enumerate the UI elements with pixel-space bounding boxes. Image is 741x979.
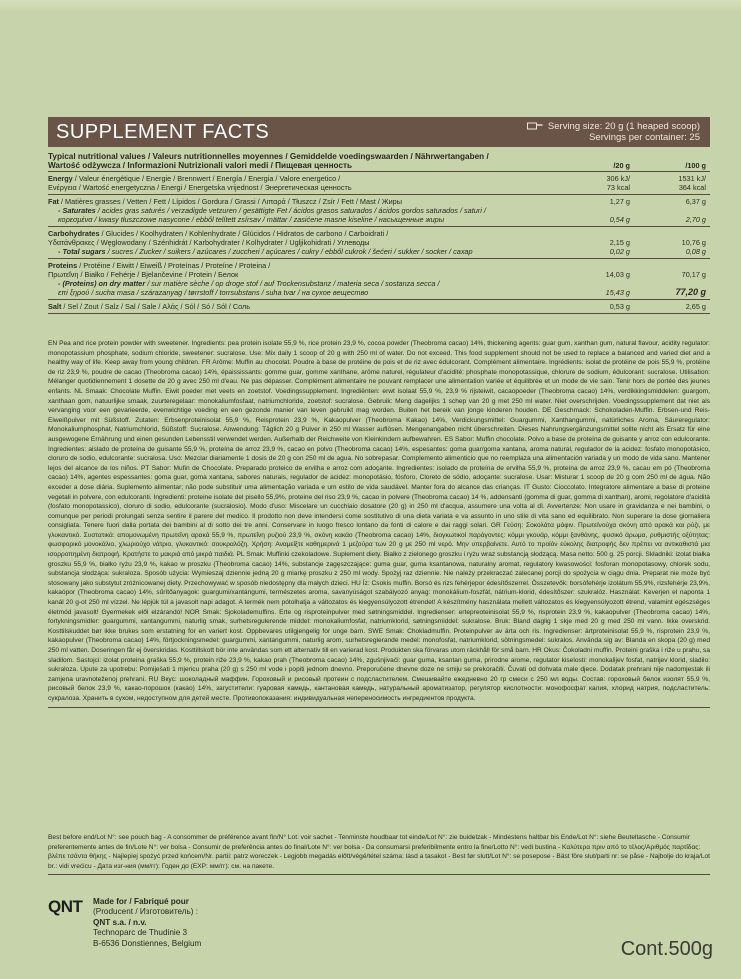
carbs-label-2: Υδατάνθρακες / Węglowodany / Szénhidrát / Karbohydrater / Kolhydrater / Ugljikohidrati / Углеводы (48, 238, 370, 247)
table-header-label-2: Wartość odżywcza / Informazioni Nutrizionali valori medi / Пищевая ценность (48, 161, 353, 170)
manufacturer-info (93, 897, 201, 949)
energy-kj-100: 1531 kJ/ (678, 174, 706, 183)
qnt-logo: QNT (48, 897, 83, 916)
scoop-icon (527, 122, 543, 132)
ingredients-description (48, 339, 710, 708)
dry-matter-100: 77,20 g (675, 287, 706, 297)
ingredients-text: EN Pea and rice protein powder with sweetener. Ingredients: pea protein isolate 55,9 %, rice protein 23,9 %, cocoa powder (Theobroma cacao) 14%, thickening agents: guar gum, xanthan gum, natural flavour, acidity regulator: monopotassium phosphate, sodium chloride, sweetener: sucralose. Use: Mix daily 1 scoop of 20 g with 250 ml of water. Do not exceed. This food supplement should not be used to replace a balanced and varied diet and a healthy way of life. Keep away from young children. FR Arôme: Muffin au chocolat. Poudre à base de protéine de pois et de riz avec édulcorant. Complément alimentaire. Ingrédients: isolat de protéine de pois 55,9 %, protéine de riz 23,9 %, poudre de cacao (Theobroma cacao) 14%, épaississants: gomme guar, gomme xanthane, arôme naturel, régulateur d'acidité: phosphate monopotassique, chlorure de sodium, édulcorant: sucralose. Utilisation: Mélanger quotidiennement 1 dosette de 20 g avec 250 ml d'eau. Ne pas dépasser. Complément alimentaire ne pouvant remplacer une alimentation variée et équilibrée et un mode de vie sain. Tenir hors de portée des jeunes enfants. NL Smaak: Chocolate Muffin. Eiwit poeder met veets en zoetstof. Voedingssupplement. Ingrediënten: erwt isolaat 55,9 %, 23,9 % rijsteiwit, cacaopoeder (Theobroma cacao) 14%, verdikkingsmiddelen: guargom, xanthaan gom, natuurlijke smaak, zuurteregelaar: monokaliumfosfaat, natriumchloride, zoetstof: sucralose. Gebruik: Meng dagelijks 1 schep van 20 g met 250 ml water. Niet overschrijden. Voedingssupplement dat niet als vervanging voor een gevarieerde, evenwichtige voeding en een gezonde manier van leven gebruikt mag worden. Buiten het bereik van jonge kinderen houden. DE Geschmack: Schokoladen-Muffin. Erbsen-und Reis-Eiweißpulver mit Süßstoff. Zutaten: Erbsenproteinisolat 55,9 %, Reisprotein 23,9 %, Kakaopulver (Theobroma Kakao) 14%, Verdickungsmittel: Guargummi, Xanthangummi, natürliches Aroma, Säureregulator: Monokaliumphosphat, Natriumchlorid, Süßstoff: Sucralose. Anwendung: Täglich 20 g Pulver in 250 ml Wasser auflösen. Mengenangaben nicht überschreiten. Dieses Nahrungsergänzungsmittel sollte nicht als Ersatz für eine ausgewogene Ernährung und einen gesunden Lebensstil verwendet werden. Außerhalb der Reichweite von Kleinkindern aufbewahren. ES Sabor: Muffin chocolate. Polvo a base de proteína de guisante y arroz con edulcorante. Ingredientes: aislado de proteína de guisante 55,9 %, proteína de arroz 23,9 %, cacao en polvo (Theobroma cacao) 14%, espesantes: goma guar/goma xantana, aroma natural, regulador de la acidez: fosfato monopotásico, cloruro de sodio, edulcorante: sucralosa. Uso: Mezclar diariamente 1 dosis de 20 g con 250 ml de agua. No sobrepasar. Complemento alimenticio que no reemplaza una alimentación variada y un modo de vida sano. Mantener lejos del alcance de los niños. PT Sabor: Mufin de Chocolate. Preparado proteico de ervilha e arroz com adoçante. Ingredientes: isolado de proteína de ervilha 55,9 %, proteína de arroz 23,9 %, cacau em pó (Theobroma cacao) 14%, agentes espessantes: goma guar, goma xantana, sabores naturais, regulador de acidez: monopotásio, fósforo, Cloreto de sódio, adoçante: sucralose. Usar: Misturar 1 scoop de 20 g com 250 ml de água. Não exceder a dose diária. Suplemento alimentar; não pode substituir uma alimentação variada e um estilo de vida saudável. Manter fora do alcance das crianças. IT Gusto: Cioccolato. Integratore alimentare a base di proteine vegetali in polvere, con edulcoranti. Ingredienti: proteine isolate del pisello 55,9%, proteine del riso 23,9 %, cacao in polvere (Theobroma cacao) 14 %, addensanti (gomma di guar, gomma di xanthan), aromi, regolatore d'acidità (fosfato monopotassico), cloruro di sodio, edulcorante (sucralosio). Modo d'uso: Miscelare un cucchiaio dosatore (20 g) in 250 ml d'acqua, assumere una volta al dì. Avvertenze: Non usare in gravidanza e nei bambini, o comunque per periodi prolungati senza sentire il parere del medico. Il prodotto non deve intendersi come sostitutivo di una dieta variata e va assunto in uno stile di vita sano ed equilibrato. Non superare la dose giornaliera consigliata. Tenere fuori dalla portata dei bambini al di sotto dei tre anni. Conservare in luogo fresco lontano da fonti di calore e dai raggi solari. GR Γεύση: Σοκολάτα μάφιν. Πρωτεϊνούχα σκόνη από αρακά και ρύζι, με γλυκαντικό. Συστατικά: απομονωμένη πρωτεΐνη αρακά 55,9 %, πρωτεΐνη ρυζιού 23,9 %, σκόνη κακάο (Theobroma cacao) 14%, διογκωτικοί παράγοντες: κόμμι γκουάρ, κόμμι ξανθάνης, φυσικό άρωμα, ρυθμιστής οξύτητας: φωσφορικό μονοκάλιο, χλωριούχο νάτριο, γλυκαντικό: σουκραλόζη. Χρήση: Αναμείξτε καθημερινά 1 μεζούρα των 20 g με 250 ml νερό. Μην υπερβαίνετε. Αυτό το προϊόν εύκολης διατροφής δεν πρέπει να αντικαθιστά μια ισορροπημένη διατροφή. Κρατήστε το μακριά από μικρά παιδιά. PL Smak: Muffinki czekoladowe. Suplement diety. Białko z zielonego groszku i ryżu wraz substancją słodzącą. Masa netto: 500 g. 25 porcji. Składniki: izolat białka groszku 55,9 %, białko ryżu 23,9 %, kakao w proszku (Theobroma cacao) 14%, substancje zagęszczające: guma guar, guma ksantanowa, naturalny aromat, regulatory kwasowości: fosforan monopotasowy, chlorek sodu, substancja słodząca: sukraloza. Sposób użycia: Wymieszaj dziennie jedną 20 g miarkę proszku z 250 ml wody. Spożyj raz dziennie. Nie należy przekraczać zalecanej porcji do spożycia w ciągu dnia. Preparat nie może być stosowany jako substytut zróżnicowanej diety. Przechowywać w sposób niedostępny dla małych dzieci. HU Íz: Csokis muffin. Borsó és rizs fehérjepor édesítőszerrel. Összetevők: borsófehérje izolátum 55,9%, rizsfehérje 23,9%, kakaópor (Theobroma cacao) 14%, sűrítőanyagok: guargumi/xantángumi, természetes aroma, savanyúságot szabályozó anyag: monokálium-foszfát, nátrium-klorid, édesítőszer: szukralóz. Használat: Keverjen el naponta 1 kanál 20 g-ot 250 ml vízzel. Ne lépjük túl a javasolt napi adagot. A termék nem pótolhatja a változatos és kiegyensúlyozott étrendet! A készítmény használata mellett változatos és kiegyensúlyozott étrend, valamint egészséges életmód javasolt! Gyermekek elől elzárandó! NOR Smak: Sjokolademuffins. Erte og risproteinpulver med søtningsmiddel. Ingredienser: ertepreoteinisolat 55,9 %, risprotein 23,9 %, kakaopulver (Theobroma cacao) 14%, fortykningsmidler: guargummi, xantangummi, naturlig smak, surhetsregulerende middel: monokaliumfosfat, natriumklorid, søtningsmiddel: sukralose. Bruk: Bland daglig 1 skje med 20 g med 250 ml vann. Ikke overskrid. Kosttilskuddet bør ikke brukes som erstatning for en variert kost. Oppbevares utilgjengelig for unge barn. SWE Smak: Chokladmuffin. Proteinpulver av ärta och ris. Ingredienser: ärtproteinisolat 55,9 %, risprotein 23,9 %, kakaopulver (Theobroma cacao) 14%, förtjockningsmedel: guargummi, xantangummi, naturlig arom, surhetsreglerande medel: monofosfat, natriumklorid, sötningsmedel: sukralos. Använda sig av: Blanda en skopa (20 g) med 250 ml vatten. Doseringen får ej överskridas. Kosttillskott bör inte användas som ett alternativ till en varierad kost. Produkten ska förvaras utom räckhåll för små barn. HR Okus: Čokoladni muffin. Proteini graška i riže u prahu, sa sladilom. Sastojci: izolat proteina graška 55,9 %, protein riže 23,9 %, kakao prah (Theobroma cacao) 14%, zgušnjivači: guar guma, ksantan guma, prirodne arome, regulator kiselosti: monokalijev fosfat, natrijev klorid, sladilo: sukraloza. Upute za upotrebu: Pomiješati 1 mjericu praha (20 g) s 250 ml vode i popiti jednom dnevno. Preporučene dnevne doze ne smiju se prekoračiti. Čuvati od dohvata male djece. Dodatak prehrani nije nadomjestak ili zamjena uravnoteženoj prehrani. RU Вкус: шоколадный маффин. Гороховый и рисовый протеин с подсластителем. Смешивайте ежедневно 20 гр смеси с 250 мл воды. Состав: гороховый белок изолят 55,9 %, рисовый белок 23,9 %, какао-порошок (какао) 14%, загустители: гуаровая камедь, кантановая камедь, натуральный ароматизатор, регулятор кислотности: монофосфат калия, хлорид натрия, подсластитель: сукралоза. Хранить в сухом, недоступном для детей месте. Противопоказания: индивидуальная непереносимость ингредиентов продукта. (48, 340, 710, 702)
made-for: Made for / Fabriqué pour (93, 897, 189, 906)
col-per-100g: /100 g (685, 161, 706, 170)
fat-label-1: / Matières grasses / Vetten / Fett / Lípidos / Gordura / Grassi / Λιπαρά / Tłuszcz / Zsír / Fett / Mast / Жиры (58, 197, 402, 206)
protein-label-2: Πρωτεΐνη / Białko / Fehérje / Bjelančevine / Protein / Белок (48, 270, 239, 279)
carbs-20: 2,15 g (609, 238, 630, 247)
dry-matter-label-2: επί ξηρού / sucha masa / szárazanyag / tørrstoff / torrsubstans / suha tvar / на сухое вещество (58, 288, 369, 297)
sugars-label-1: / sucres / Zucker / suikers / azúcares / zuccheri / açúcares / cukry / ebből cukrok / šećeri / sukker / socker / сахар (105, 247, 473, 256)
supplement-facts-header (48, 117, 710, 147)
saturates-label-1: / acides gras saturés / verzadigde vetzuren / gesättigte Fet / ácidos grasos saturados / ácidos gordos saturados / saturi / (95, 206, 486, 215)
table-header-row (48, 150, 710, 172)
energy-kcal-20: 73 kcal (606, 183, 630, 192)
row-carbohydrates (48, 227, 710, 259)
sugars-100: 0,08 g (685, 247, 706, 256)
energy-kcal-100: 364 kcal (678, 183, 706, 192)
dry-matter-label-1: / sur matière sèche / op droge stof / auf Trockensubstanz / materia seca / sostanza secca / (145, 279, 440, 288)
serving-info (527, 121, 700, 143)
protein-20: 14,03 g (605, 270, 630, 279)
saturates-20: 0,54 g (609, 215, 630, 224)
dry-matter-20: 15,43 g (605, 288, 630, 297)
salt-label: Salt (48, 302, 62, 311)
carbs-100: 10,76 g (681, 238, 706, 247)
energy-label-1: / Valeur énergétique / Energie / Brennwert / Energía / Energia / Valore energetico / (72, 174, 341, 183)
address-line-1: Technoparc de Thudinie 3 (93, 928, 188, 938)
fat-label: Fat (48, 197, 59, 206)
row-energy (48, 172, 710, 195)
energy-kj-20: 306 kJ/ (606, 174, 630, 183)
saturates-label-2: κορεσμένα / kwasy tłuszczowe nasycone / ebből telített zsírsav / mättar / zasićene masne kiseline / насыщенные жиры (58, 215, 445, 224)
protein-label-1: / Protéine / Eiwitt / Eiweiß / Proteínas / Proteíne / Proteina / (77, 261, 271, 270)
salt-100: 2,65 g (685, 302, 706, 311)
energy-label: Energy (48, 174, 73, 183)
carbs-label: Carbohydrates (48, 229, 100, 238)
best-before-block (48, 833, 710, 875)
row-proteins (48, 259, 710, 300)
row-salt (48, 300, 710, 314)
sugars-label: - Total sugars (58, 247, 106, 256)
serving-size: Serving size: 20 g (1 heaped scoop) (547, 121, 700, 132)
best-before-text: Best before end/Lot N°: see pouch bag - A consommer de préférence avant fin/N° Lot: voir sachet - Tenminste houdbaar tot einde/Lot N°: zie buidelzak - Mindestens haltbar bis Ende/Lot N°: siehe Beuteltasche - Consumir preferentemente antes de fin/Lote N°: ver bolsa - Consumir de preferência antes do final/Lote N°: ver bolsa - Da consumarsi preferibilmente entro la fine/Lotto N°: vedi bustina - Καλύτερα πριν από το τέλος/Αριθμός παρτίδας: βλέπε τσάντα θήκης - Najlepiej spożyć przed końcem/Nr. partii: patrz woreczek - Legjobb megadás előtt/végé/tétel száma: lásd a tasakot - Best før slutt/Lot N°: se posepose - Bäst före slut/parti nr: se påse - Najbolje do kraja/Lot br.: vidi vrećicu - Дата изг-ния (мм/гг): Годен до (EXP: мм/гг): см. на пакете. (48, 834, 710, 870)
table-header-label: Typical nutritional values / Valeurs nutritionnelles moyennes / Gemiddelde voedingswaarden / Nährwertangaben / (48, 152, 489, 161)
saturates-label: - Saturates (58, 206, 96, 215)
servings-per-container: Servings per container: 25 (589, 132, 700, 143)
fat-100: 6,37 g (685, 197, 706, 206)
carbs-label-1: / Glucides / Koolhydraten / Kohlenhydrate / Glúcidos / Hidratos de carbono / Carboidrati / (99, 229, 389, 238)
col-per-serving: /20 g (613, 161, 630, 170)
address-line-2: B-6536 Donstiennes, Belgium (93, 938, 202, 948)
dry-matter-label: - (Proteins) on dry matter (58, 279, 146, 288)
energy-label-2: Ενέργεια / Wartość energetyczna / Energi / Energetska vrijednost / Энергетическая ценность (48, 183, 352, 192)
row-fat (48, 195, 710, 227)
sugars-20: 0,02 g (609, 247, 630, 256)
protein-label: Proteins (48, 261, 78, 270)
net-content: Cont.500g (620, 938, 713, 960)
salt-label-1: / Sel / Zout / Salz / Sal / Sale / Αλάς / Sól / Só / Sól / Соль (61, 302, 251, 311)
bag-seal (0, 0, 741, 12)
producer: (Producent / Изготовитель) : (93, 907, 199, 917)
fat-20: 1,27 g (609, 197, 630, 206)
page-title: SUPPLEMENT FACTS (56, 120, 270, 143)
nutrition-table (48, 150, 710, 314)
company-name: QNT s.a. / n.v. (93, 917, 147, 927)
salt-20: 0,53 g (609, 302, 630, 311)
saturates-100: 2,70 g (685, 215, 706, 224)
protein-100: 70,17 g (681, 270, 706, 279)
